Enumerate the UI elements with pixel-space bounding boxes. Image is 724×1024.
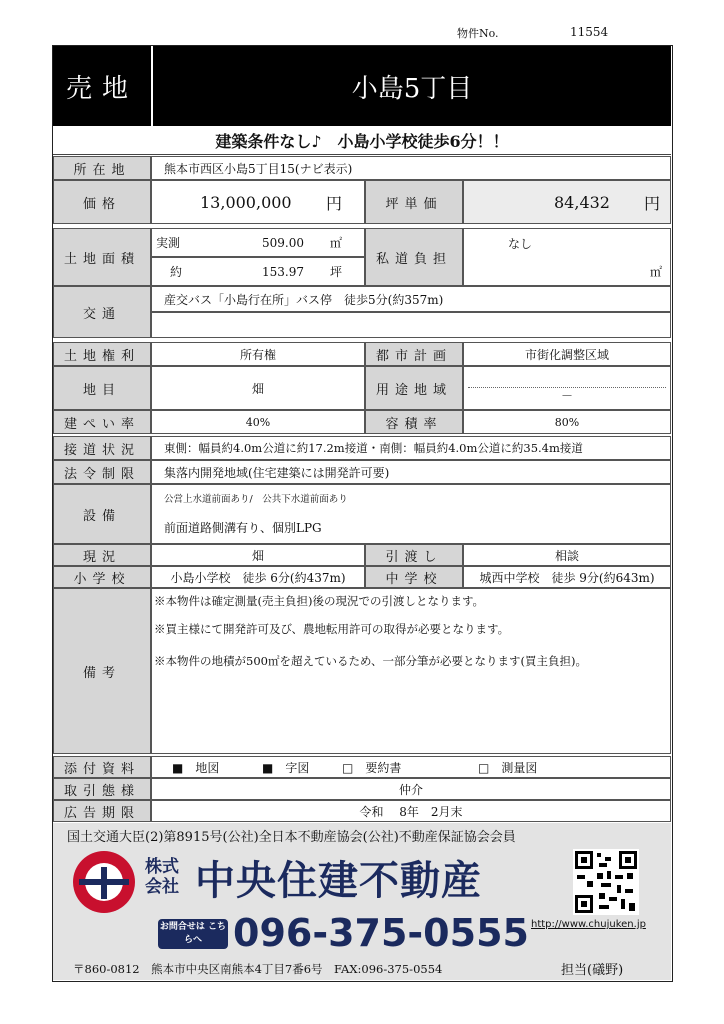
- area-measured: 509.00: [262, 235, 304, 250]
- company-logo-stem: [101, 867, 107, 899]
- value-ad-period: 令和 8年 2月末: [151, 800, 671, 822]
- label-city-plan: 都市計画: [365, 342, 463, 366]
- private-road-value: なし: [508, 237, 533, 251]
- property-sheet: [52, 45, 673, 982]
- area-measured-label: 実測: [156, 236, 181, 250]
- label-remarks: 備考: [53, 588, 151, 754]
- property-title: 小島5丁目: [351, 73, 473, 104]
- remark-3: ※本物件の地積が500㎡を超えているため、一部分筆が必要となります(買主負担)。: [154, 654, 587, 668]
- label-attachments: 添付資料: [53, 756, 151, 778]
- attachment-survey: □ 測量図: [478, 760, 538, 775]
- kabushiki-label: 株式会社: [145, 857, 179, 897]
- association-line: 国土交通大臣(2)第8915号(公社)全日本不動産協会(公社)不動産保証協会会員: [67, 830, 516, 845]
- value-price: [151, 180, 365, 224]
- remark-2: ※買主様にて開発許可及び、農地転用許可の取得が必要となります。: [154, 622, 510, 636]
- company-name: 中央住建不動産: [195, 858, 482, 904]
- value-current: 畑: [151, 544, 365, 566]
- label-floor-ratio: 容積率: [365, 410, 463, 434]
- value-access: 産交バス「小島行在所」バス停 徒歩5分(約357m): [151, 286, 671, 312]
- header-bar: [53, 46, 671, 126]
- tsubo-unit: 円: [644, 193, 661, 213]
- value-junior-high: 城西中学校 徒歩 9分(約643m): [463, 566, 671, 588]
- label-deal-type: 取引態様: [53, 778, 151, 800]
- value-attachments: [151, 756, 671, 778]
- company-footer: [53, 823, 671, 980]
- value-remarks: [151, 588, 671, 754]
- label-land-category: 地目: [53, 366, 151, 410]
- price-amount: 13,000,000: [200, 192, 292, 212]
- attachment-map: ■ 地図: [172, 760, 220, 775]
- label-access: 交通: [53, 286, 151, 338]
- value-location: 熊本市西区小島5丁目15(ナビ表示): [151, 156, 671, 180]
- label-tsubo-price: 坪単価: [365, 180, 463, 224]
- listing-type: 売地: [53, 46, 153, 126]
- label-road: 接道状況: [53, 436, 151, 460]
- value-coverage: 40%: [151, 410, 365, 434]
- facilities-other: 前面道路側溝有り、個別LPG: [164, 521, 322, 535]
- value-elementary: 小島小学校 徒歩 6分(約437m): [151, 566, 365, 588]
- property-number: 11554: [570, 25, 609, 39]
- area-tsubo: 153.97: [262, 264, 304, 279]
- inquiry-badge: お問合せは こちらへ: [158, 919, 228, 949]
- catch-copy: 建築条件なし♪ 小島小学校徒歩6分！！: [53, 126, 671, 155]
- label-handover: 引渡し: [365, 544, 463, 566]
- tsubo-amount: 84,432: [554, 192, 610, 212]
- value-handover: 相談: [463, 544, 671, 566]
- area-tsubo-unit: 坪: [330, 265, 343, 279]
- value-zoning: [463, 366, 671, 410]
- zoning-value: －: [560, 388, 573, 403]
- value-area-tsubo: [151, 257, 365, 286]
- label-private-road: 私道負担: [365, 228, 463, 286]
- label-elementary: 小学校: [53, 566, 151, 588]
- property-number-label: 物件No.: [457, 27, 499, 40]
- label-current: 現況: [53, 544, 151, 566]
- attachment-summary: □ 要約書: [342, 760, 402, 775]
- label-land-right: 土地権利: [53, 342, 151, 366]
- label-junior-high: 中学校: [365, 566, 463, 588]
- value-floor-ratio: 80%: [463, 410, 671, 434]
- label-area: 土地面積: [53, 228, 151, 286]
- label-location: 所在地: [53, 156, 151, 180]
- value-city-plan: 市街化調整区域: [463, 342, 671, 366]
- value-land-right: 所有権: [151, 342, 365, 366]
- value-law: 集落内開発地域(住宅建築には開発許可要): [151, 460, 671, 484]
- price-unit: 円: [326, 193, 343, 213]
- value-land-category: 畑: [151, 366, 365, 410]
- label-ad-period: 広告期限: [53, 800, 151, 822]
- label-law: 法令制限: [53, 460, 151, 484]
- facilities-water: 公営上水道前面あり/ 公共下水道前面あり: [164, 494, 348, 505]
- website-link[interactable]: http://www.chujuken.jp: [531, 919, 646, 930]
- label-facilities: 設備: [53, 484, 151, 544]
- area-unit: ㎡: [330, 236, 343, 250]
- staff-in-charge: 担当(礒野): [561, 963, 624, 978]
- value-tsubo-price: [463, 180, 671, 224]
- value-road: 東側：幅員約4.0m公道に約17.2m接道・南側：幅員約4.0m公道に約35.4m接道: [151, 436, 671, 460]
- label-coverage: 建ぺい率: [53, 410, 151, 434]
- company-address: 〒860-0812 熊本市中央区南熊本4丁目7番6号 FAX:096-375-0554: [73, 962, 443, 976]
- value-private-road: [463, 228, 671, 286]
- value-deal-type: 仲介: [151, 778, 671, 800]
- zoning-divider: [468, 387, 666, 388]
- label-zoning: 用途地域: [365, 366, 463, 410]
- private-road-unit: ㎡: [650, 265, 663, 279]
- value-area-measured: [151, 228, 365, 257]
- attachment-azazu: ■ 字図: [262, 760, 310, 775]
- value-facilities: [151, 484, 671, 544]
- area-approx-label: 約: [170, 265, 183, 279]
- remark-1: ※本物件は確定測量(売主負担)後の現況での引渡しとなります。: [154, 594, 485, 608]
- qr-code-icon[interactable]: [573, 849, 639, 915]
- phone-number[interactable]: 096-375-0555: [233, 911, 529, 955]
- label-price: 価格: [53, 180, 151, 224]
- value-access-empty: [151, 312, 671, 338]
